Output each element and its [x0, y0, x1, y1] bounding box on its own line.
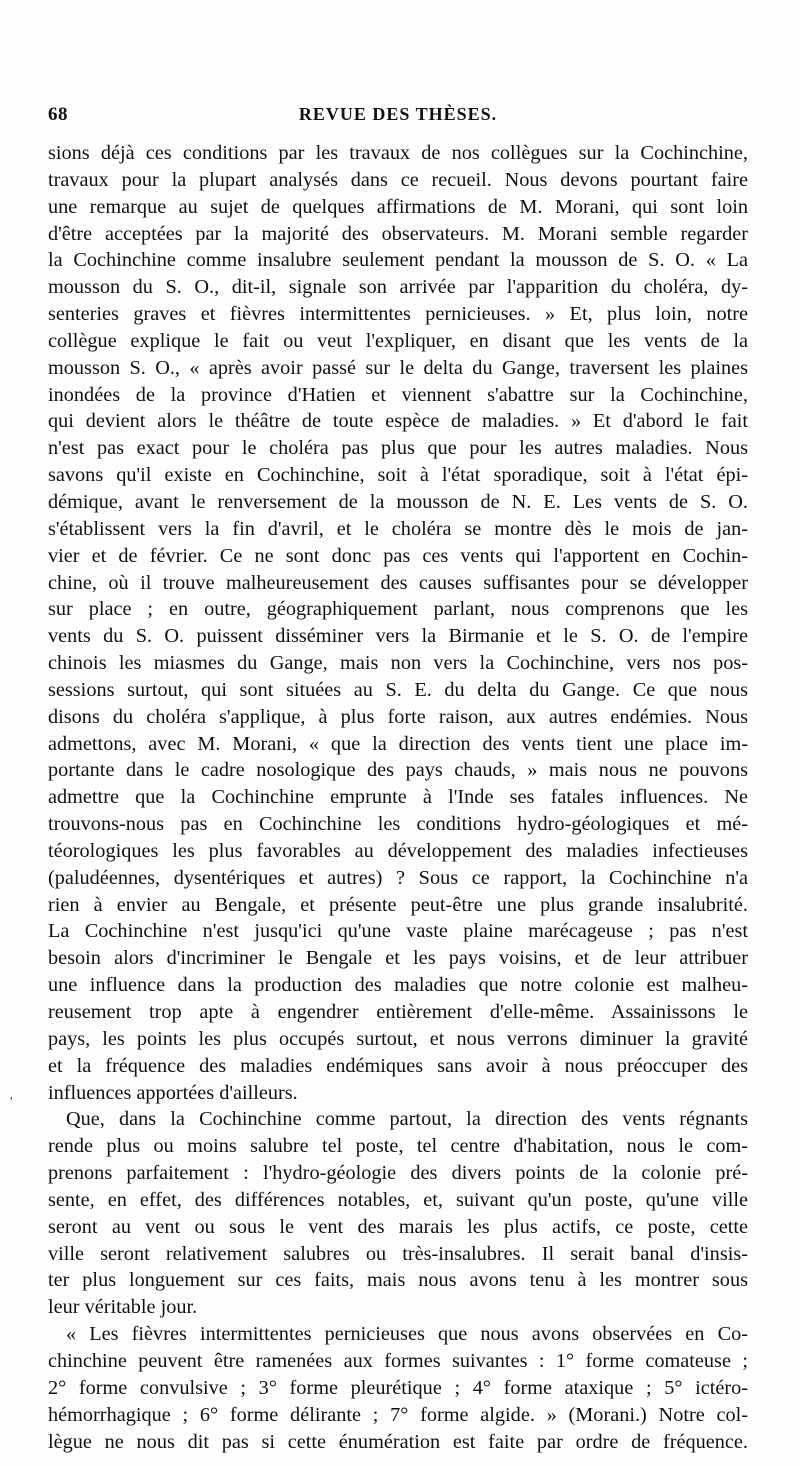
- text-line: rien à envier au Bengale, et présente peut-être une plus grande insalubrité.: [48, 893, 748, 916]
- text-line: travaux pour la plupart analysés dans ce recueil. Nous devons pourtant faire: [48, 168, 748, 191]
- text-line: téorologiques les plus favorables au développement des maladies infectieuses: [48, 839, 748, 862]
- text-line: disons du choléra s'applique, à plus forte raison, aux autres endémies. Nous: [48, 705, 748, 728]
- text-line: et la fréquence des maladies endémiques sans avoir à nous préoccuper des: [48, 1054, 748, 1077]
- paragraph-end-line: influences apportées d'ailleurs.: [48, 1081, 298, 1104]
- text-line: savons qu'il existe en Cochinchine, soit à l'état sporadique, soit à l'état épi-: [48, 464, 748, 487]
- text-line: chinchine peuvent être ramenées aux formes suivantes : 1° forme comateuse ;: [48, 1349, 748, 1372]
- paragraph-start-line: Que, dans la Cochinchine comme partout, la direction des vents régnants: [66, 1108, 748, 1131]
- text-line: ville seront relativement salubres ou très-insalubres. Il serait banal d'insis-: [48, 1242, 748, 1265]
- text-line: besoin alors d'incriminer le Bengale et les pays voisins, et de leur attribuer: [48, 947, 748, 970]
- text-line: seront au vent ou sous le vent des marais les plus actifs, ce poste, cette: [48, 1215, 748, 1238]
- text-line: s'établissent vers la fin d'avril, et le choléra se montre dès le mois de jan-: [48, 517, 748, 540]
- paragraph-start-line: « Les fièvres intermittentes pernicieuses que nous avons observées en Co-: [66, 1323, 748, 1346]
- text-line: une remarque au sujet de quelques affirmations de M. Morani, qui sont loin: [48, 195, 748, 218]
- text-line: ter plus longuement sur ces faits, mais nous avons tenu à les montrer sous: [48, 1269, 748, 1292]
- text-line: inondées de la province d'Hatien et viennent s'abattre sur la Cochinchine,: [48, 383, 748, 406]
- text-line: lègue ne nous dit pas si cette énumération est faite par ordre de fréquence.: [48, 1430, 748, 1453]
- text-line: une influence dans la production des maladies que notre colonie est malheu-: [48, 974, 748, 997]
- text-line: sions déjà ces conditions par les travaux de nos collègues sur la Cochinchine,: [48, 142, 748, 164]
- text-line: d'être acceptées par la majorité des observateurs. M. Morani semble regarder: [48, 222, 748, 245]
- text-line: vier et de février. Ce ne sont donc pas ces vents qui l'apportent en Cochin-: [48, 544, 748, 567]
- text-line: qui devient alors le théâtre de toute espèce de maladies. » Et d'abord le fait: [48, 410, 748, 433]
- text-line: admettre que la Cochinchine emprunte à l'Inde ses fatales influences. Ne: [48, 786, 748, 809]
- text-line: 2° forme convulsive ; 3° forme pleurétique ; 4° forme ataxique ; 5° ictéro-: [48, 1376, 748, 1399]
- text-line: portante dans le cadre nosologique des pays chauds, » mais nous ne pouvons: [48, 759, 748, 782]
- text-line: reusement trop apte à engendrer entièrement d'elle-même. Assainissons le: [48, 1001, 748, 1023]
- running-title: REVUE DES THÈSES.: [298, 104, 498, 124]
- text-line: la Cochinchine comme insalubre seulement pendant la mousson de S. O. « La: [48, 249, 748, 272]
- text-line: sente, en effet, des différences notables, et, suivant qu'un poste, qu'une ville: [48, 1188, 748, 1211]
- text-line: La Cochinchine n'est jusqu'ici qu'une vaste plaine marécageuse ; pas n'est: [48, 920, 748, 943]
- page-header: [48, 104, 748, 132]
- text-line: n'est pas exact pour le choléra pas plus que pour les autres maladies. Nous: [48, 437, 748, 460]
- text-line: démique, avant le renversement de la mousson de N. E. Les vents de S. O.: [48, 490, 748, 513]
- text-line: trouvons-nous pas en Cochinchine les conditions hydro-géologiques et mé-: [48, 813, 748, 836]
- paragraph-end-line: leur véritable jour.: [48, 1296, 198, 1319]
- text-line: (paludéennes, dysentériques et autres) ? Sous ce rapport, la Cochinchine n'a: [48, 866, 748, 889]
- text-line: chine, où il trouve malheureusement des causes suffisantes pour se développer: [48, 571, 748, 594]
- page-number: 68: [48, 104, 68, 125]
- text-line: sessions surtout, qui sont situées au S. E. du delta du Gange. Ce que nous: [48, 678, 748, 701]
- text-line: vents du S. O. puissent disséminer vers la Birmanie et le S. O. de l'empire: [48, 625, 748, 648]
- body-text: [48, 140, 748, 1455]
- text-line: admettons, avec M. Morani, « que la direction des vents tient une place im-: [48, 732, 748, 755]
- text-line: senteries graves et fièvres intermittentes pernicieuses. » Et, plus loin, notre: [48, 303, 748, 326]
- text-line: prenons parfaitement : l'hydro-géologie des divers points de la colonie pré-: [48, 1162, 748, 1185]
- margin-mark: ': [10, 1095, 13, 1110]
- text-line: sur place ; en outre, géographiquement parlant, nous comprenons que les: [48, 598, 748, 621]
- text-line: pays, les points les plus occupés surtout, et nous verrons diminuer la gravité: [48, 1027, 748, 1050]
- text-line: collègue explique le fait ou veut l'expliquer, en disant que les vents de la: [48, 329, 748, 352]
- text-line: mousson du S. O., dit-il, signale son arrivée par l'apparition du choléra, dy-: [48, 276, 748, 299]
- text-line: chinois les miasmes du Gange, mais non vers la Cochinchine, vers nos pos-: [48, 652, 748, 675]
- text-line: mousson S. O., « après avoir passé sur le delta du Gange, traversent les plaines: [48, 356, 748, 379]
- text-line: rende plus ou moins salubre tel poste, tel centre d'habitation, nous le com-: [48, 1135, 748, 1158]
- text-line: hémorrhagique ; 6° forme délirante ; 7° forme algide. » (Morani.) Notre col-: [48, 1403, 748, 1426]
